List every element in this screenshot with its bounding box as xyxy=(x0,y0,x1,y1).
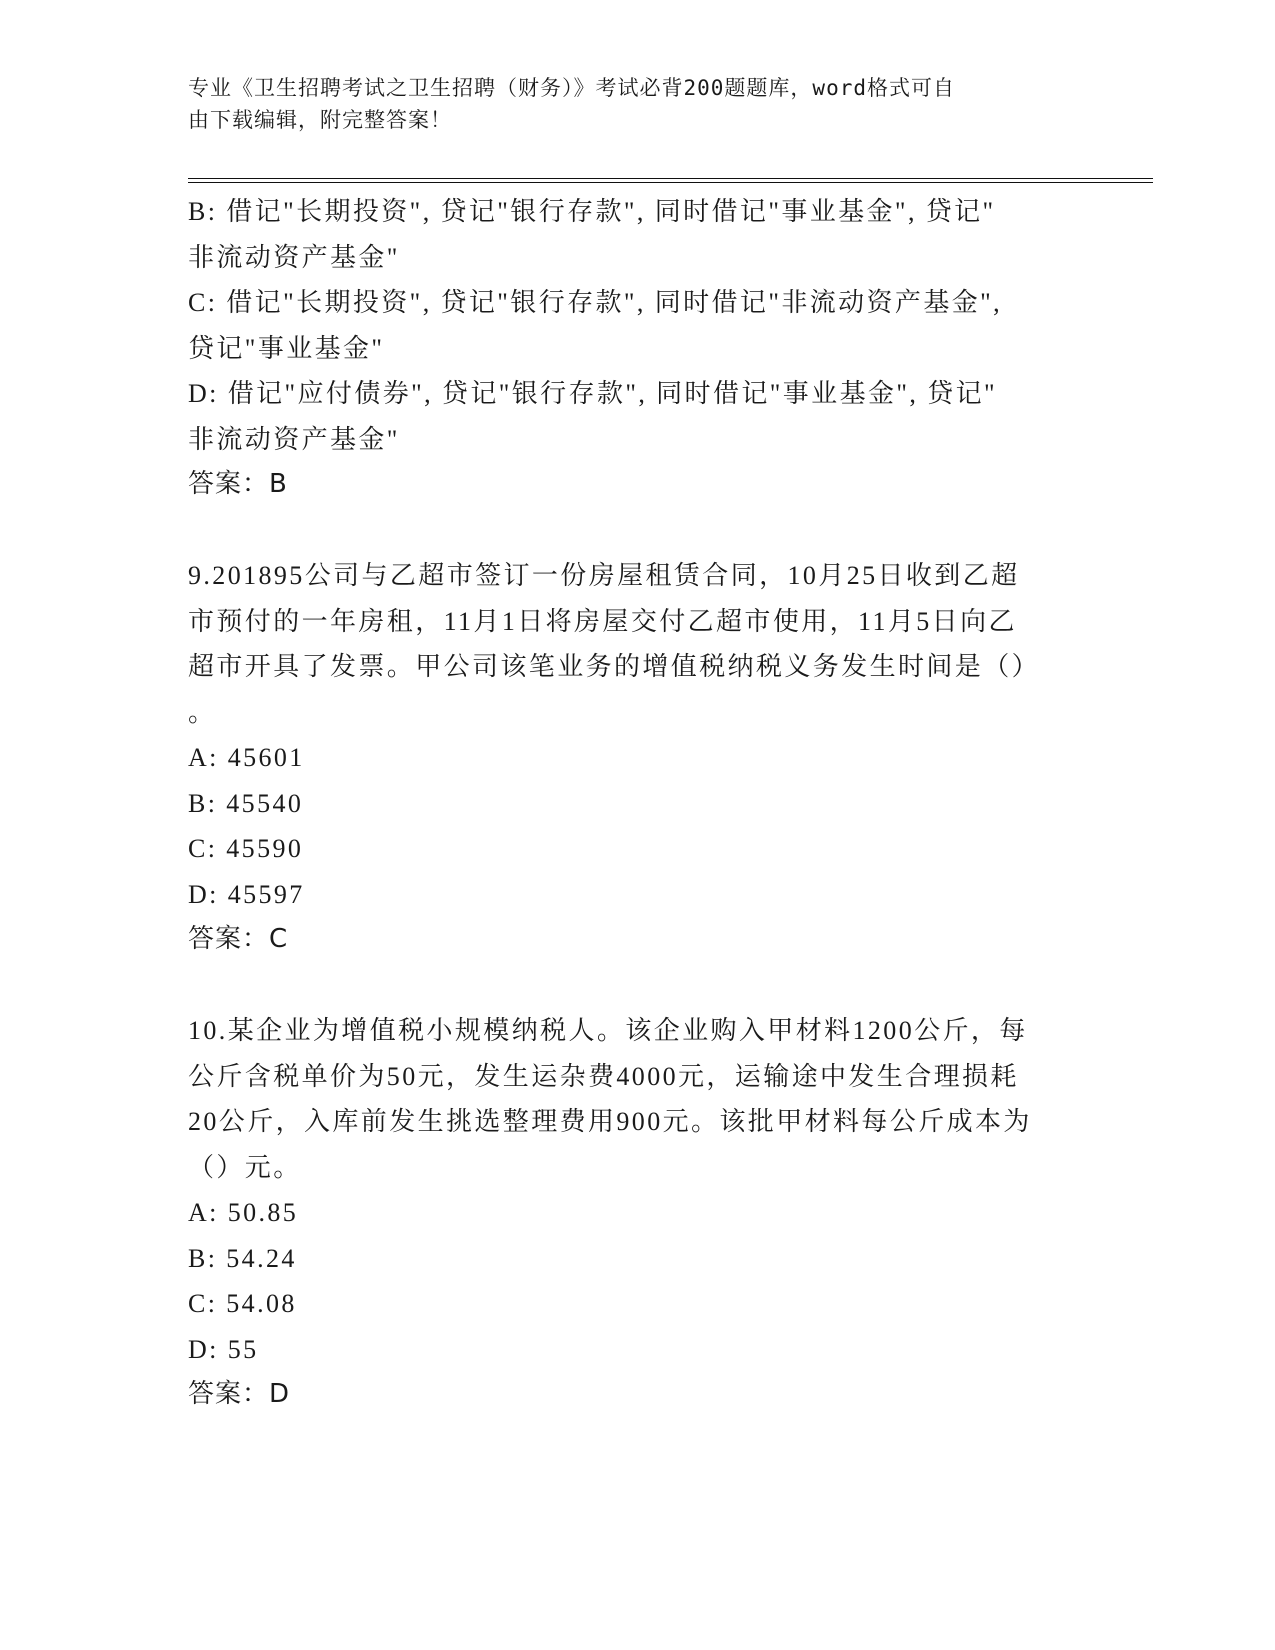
spacer xyxy=(188,963,1088,1009)
q9-stem-line-1: 9.201895公司与乙超市签订一份房屋租赁合同，10月25日收到乙超 xyxy=(188,561,1020,590)
q9-answer: 答案：C xyxy=(188,924,289,954)
q9-option-d: D: 45597 xyxy=(188,879,305,909)
q10-stem-line-1: 10.某企业为增值税小规模纳税人。该企业购入甲材料1200公斤，每 xyxy=(188,1016,1028,1045)
question-8 xyxy=(188,189,1088,508)
q9-option-a: A: 45601 xyxy=(188,743,305,772)
document-body xyxy=(188,189,1088,1418)
q10-stem-line-3: 20公斤，入库前发生挑选整理费用900元。该批甲材料每公斤成本为 xyxy=(188,1107,1032,1136)
spacer xyxy=(188,508,1088,554)
header-divider-top xyxy=(188,178,1153,179)
q8-answer: 答案：B xyxy=(188,469,288,499)
q9-option-c: C: 45590 xyxy=(188,834,304,863)
question-10 xyxy=(188,1008,1088,1418)
q10-option-d: D: 55 xyxy=(188,1334,259,1364)
q9-stem-line-4: 。 xyxy=(188,697,217,727)
q9-stem-line-2: 市预付的一年房租，11月1日将房屋交付乙超市使用，11月5日向乙 xyxy=(188,606,1017,636)
q8-option-d-line-1: D: 借记"应付债券", 贷记"银行存款", 同时借记"事业基金", 贷记" xyxy=(188,379,997,408)
q8-option-b-line-1: B: 借记"长期投资", 贷记"银行存款", 同时借记"事业基金", 贷记" xyxy=(188,197,996,226)
q8-option-b-line-2: 非流动资产基金" xyxy=(188,242,400,272)
q8-option-c-line-1: C: 借记"长期投资", 贷记"银行存款", 同时借记"非流动资产基金", xyxy=(188,288,1003,317)
q10-answer: 答案：D xyxy=(188,1379,291,1409)
q8-option-c-line-2: 贷记"事业基金" xyxy=(188,333,385,363)
q10-stem-line-4: （）元。 xyxy=(188,1152,302,1182)
q10-option-b: B: 54.24 xyxy=(188,1243,297,1273)
q8-option-d-line-2: 非流动资产基金" xyxy=(188,424,400,454)
q10-option-c: C: 54.08 xyxy=(188,1289,297,1318)
header-divider-bottom xyxy=(188,182,1153,183)
question-9 xyxy=(188,553,1088,963)
document-header xyxy=(188,72,1068,136)
header-line-1: 专业《卫生招聘考试之卫生招聘（财务）》考试必背200题题库，word格式可自 xyxy=(188,76,955,100)
q9-stem-line-3: 超市开具了发票。甲公司该笔业务的增值税纳税义务发生时间是（） xyxy=(188,652,1041,681)
header-line-2: 由下载编辑，附完整答案！ xyxy=(188,108,452,132)
q10-stem-line-2: 公斤含税单价为50元，发生运杂费4000元，运输途中发生合理损耗 xyxy=(188,1061,1019,1091)
q10-option-a: A: 50.85 xyxy=(188,1198,299,1227)
q9-option-b: B: 45540 xyxy=(188,788,304,818)
